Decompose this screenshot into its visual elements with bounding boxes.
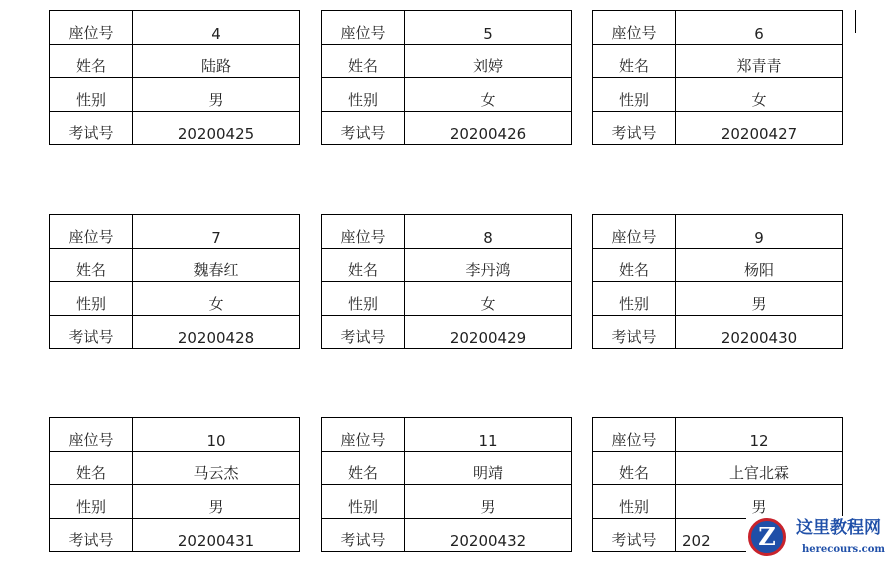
card-row-seat <box>50 215 300 249</box>
gender-value: 女 <box>405 78 572 112</box>
name-value: 杨阳 <box>676 248 843 282</box>
card-row-name <box>593 451 843 485</box>
exam-label: 考试号 <box>322 111 405 145</box>
card-row-gender <box>50 485 300 519</box>
card-row-name <box>322 248 572 282</box>
card-row-seat <box>50 418 300 452</box>
seat-value: 7 <box>133 215 300 249</box>
exam-value: 20200427 <box>676 111 843 145</box>
card-row-gender <box>322 485 572 519</box>
exam-value: 20200430 <box>676 315 843 349</box>
card-row-seat <box>50 11 300 45</box>
name-value: 刘婷 <box>405 44 572 78</box>
exam-value: 202 <box>676 518 843 552</box>
card-row-exam <box>322 518 572 552</box>
seat-value: 5 <box>405 11 572 45</box>
seat-card <box>321 10 572 145</box>
gender-value: 男 <box>676 485 843 519</box>
gender-label: 性别 <box>322 78 405 112</box>
seat-label: 座位号 <box>322 215 405 249</box>
card-row-gender <box>322 282 572 316</box>
seat-label: 座位号 <box>593 418 676 452</box>
card-row-seat <box>593 11 843 45</box>
gender-label: 性别 <box>50 78 133 112</box>
seat-label: 座位号 <box>50 418 133 452</box>
gender-label: 性别 <box>322 485 405 519</box>
gender-label: 性别 <box>593 78 676 112</box>
name-label: 姓名 <box>593 44 676 78</box>
name-label: 姓名 <box>322 248 405 282</box>
name-label: 姓名 <box>593 451 676 485</box>
card-row-gender <box>593 78 843 112</box>
watermark-title: 这里教程网 <box>796 518 881 538</box>
exam-value: 20200429 <box>405 315 572 349</box>
exam-label: 考试号 <box>322 518 405 552</box>
exam-value: 20200425 <box>133 111 300 145</box>
name-label: 姓名 <box>50 44 133 78</box>
exam-label: 考试号 <box>50 111 133 145</box>
watermark-logo-icon: Z <box>748 518 786 556</box>
seat-label: 座位号 <box>593 11 676 45</box>
gender-label: 性别 <box>322 282 405 316</box>
seat-card <box>592 214 843 349</box>
name-label: 姓名 <box>50 248 133 282</box>
card-row-exam <box>50 111 300 145</box>
name-value: 马云杰 <box>133 451 300 485</box>
seat-value: 8 <box>405 215 572 249</box>
seat-card <box>49 417 300 552</box>
card-row-seat <box>322 215 572 249</box>
watermark <box>746 516 888 561</box>
card-row-exam <box>593 315 843 349</box>
gender-value: 男 <box>405 485 572 519</box>
card-row-name <box>322 451 572 485</box>
seat-label: 座位号 <box>50 215 133 249</box>
name-value: 魏春红 <box>133 248 300 282</box>
name-value: 陆路 <box>133 44 300 78</box>
exam-label: 考试号 <box>593 315 676 349</box>
gender-value: 女 <box>133 282 300 316</box>
name-value: 明靖 <box>405 451 572 485</box>
gender-value: 男 <box>133 485 300 519</box>
watermark-url: herecours.com <box>802 544 886 555</box>
card-row-exam <box>50 518 300 552</box>
name-value: 上官北霖 <box>676 451 843 485</box>
seat-value: 6 <box>676 11 843 45</box>
seat-card <box>49 214 300 349</box>
exam-label: 考试号 <box>50 518 133 552</box>
seat-label: 座位号 <box>322 418 405 452</box>
gender-value: 女 <box>405 282 572 316</box>
gender-label: 性别 <box>50 485 133 519</box>
gender-value: 男 <box>676 282 843 316</box>
card-row-exam <box>593 111 843 145</box>
seat-value: 9 <box>676 215 843 249</box>
exam-label: 考试号 <box>50 315 133 349</box>
exam-value: 20200426 <box>405 111 572 145</box>
card-row-name <box>322 44 572 78</box>
exam-label: 考试号 <box>593 518 676 552</box>
card-row-seat <box>322 11 572 45</box>
gender-label: 性别 <box>593 485 676 519</box>
exam-value: 20200428 <box>133 315 300 349</box>
seat-card <box>49 10 300 145</box>
seat-value: 10 <box>133 418 300 452</box>
card-row-name <box>50 451 300 485</box>
seat-card <box>592 10 843 145</box>
name-label: 姓名 <box>50 451 133 485</box>
card-row-exam <box>322 111 572 145</box>
name-value: 郑青青 <box>676 44 843 78</box>
exam-label: 考试号 <box>593 111 676 145</box>
seat-label: 座位号 <box>322 11 405 45</box>
seat-label: 座位号 <box>50 11 133 45</box>
card-row-name <box>50 248 300 282</box>
card-row-exam <box>322 315 572 349</box>
card-row-gender <box>322 78 572 112</box>
card-row-seat <box>593 418 843 452</box>
seat-value: 4 <box>133 11 300 45</box>
gender-value: 女 <box>676 78 843 112</box>
gender-value: 男 <box>133 78 300 112</box>
card-row-name <box>593 44 843 78</box>
card-row-name <box>593 248 843 282</box>
card-row-gender <box>50 282 300 316</box>
exam-value: 20200431 <box>133 518 300 552</box>
seat-label: 座位号 <box>593 215 676 249</box>
card-row-gender <box>593 485 843 519</box>
gender-label: 性别 <box>593 282 676 316</box>
card-row-gender <box>50 78 300 112</box>
seat-value: 11 <box>405 418 572 452</box>
card-row-seat <box>322 418 572 452</box>
card-row-name <box>50 44 300 78</box>
card-row-gender <box>593 282 843 316</box>
name-label: 姓名 <box>322 451 405 485</box>
exam-value: 20200432 <box>405 518 572 552</box>
seat-card <box>321 214 572 349</box>
card-row-seat <box>593 215 843 249</box>
exam-label: 考试号 <box>322 315 405 349</box>
text-cursor <box>855 10 856 33</box>
seat-card <box>321 417 572 552</box>
seat-value: 12 <box>676 418 843 452</box>
name-value: 李丹鸿 <box>405 248 572 282</box>
gender-label: 性别 <box>50 282 133 316</box>
name-label: 姓名 <box>593 248 676 282</box>
name-label: 姓名 <box>322 44 405 78</box>
card-row-exam <box>50 315 300 349</box>
